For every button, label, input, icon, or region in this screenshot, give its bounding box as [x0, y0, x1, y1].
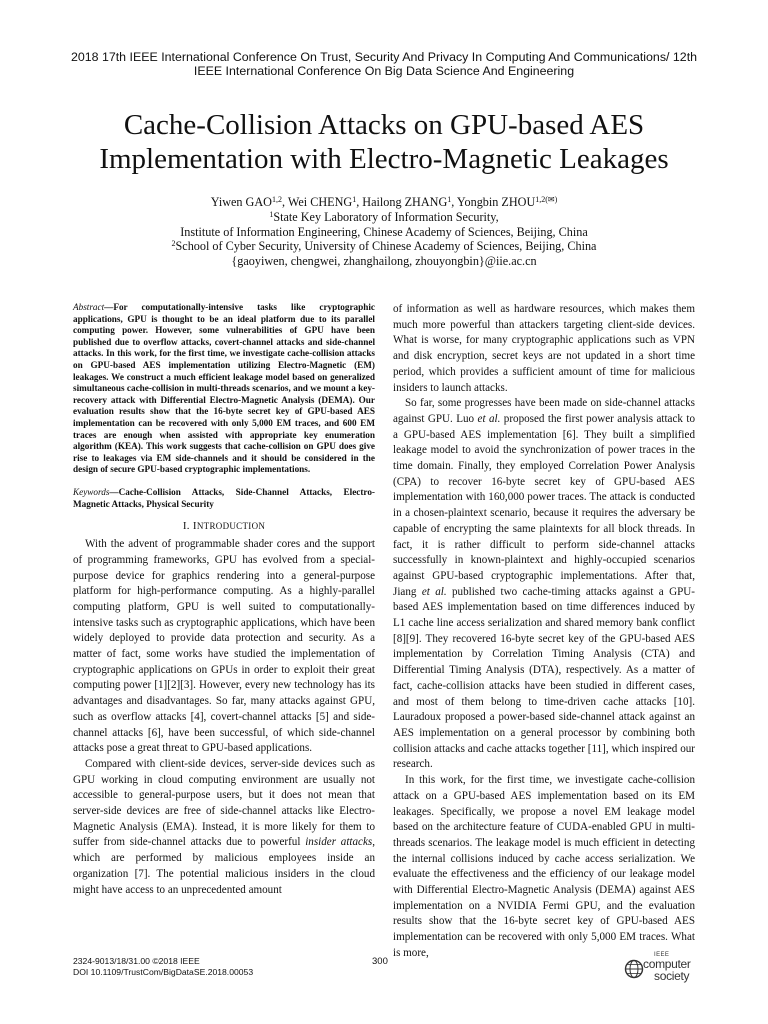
abstract: [73, 302, 375, 476]
author-affil-mark: 1: [352, 195, 357, 204]
affil-number: 2: [171, 239, 176, 249]
section-heading-introduction: [73, 519, 375, 533]
abstract-label: Abstract: [73, 302, 105, 312]
section-title-initial: I: [192, 520, 197, 533]
body-paragraph: of information as well as hardware resources, which makes them much more powerful than attackers targeting client-side devices. What is worse, for many cryptographic applications such as VPN and disk encryption, secret keys are not updated in a short time period, which provides a sufficient amount of time for malicious insiders to launch attacks.: [393, 303, 695, 394]
doi-line: DOI 10.1109/TrustCom/BigDataSE.2018.00053: [73, 966, 254, 977]
text-run: , which are performed by malicious employees inside an organization [7]. The potential malicious insiders in the cloud might have access to an unprecedented amount: [73, 836, 375, 896]
author-name: Wei CHENG: [287, 195, 353, 209]
text-run: Compared with client-side devices, server-side devices such as GPU working in cloud computing environment are usually not accessible to general-purpose users, but it does not mean that server-side devices are free of side-channel attacks like Electro-Magnetic Analysis (EMA). Instead, it is more likely for them to suffer from side-channel attacks due to powerful: [73, 757, 375, 849]
author-affil-mark: 1,2(✉): [535, 195, 558, 204]
computer-society-logo: [624, 952, 704, 984]
emphasis-text: et al.: [421, 585, 447, 598]
affiliation-1-name: State Key Laboratory of Information Security,: [273, 209, 499, 224]
body-paragraph: With the advent of programmable shader cores and the support of programming frameworks, GPU has evolved from a special-purpose device for graphics rendering into a general-purpose platform for high-performance computing. As a highly-parallel computing platform, GPU is well suited to computationally-intensive tasks such as cryptographic applications, which have been widely deployed to provide data protection and security. As a matter of fact, some works have studied the implementation of cryptographic applications on GPUs in order to exploit their great computing power [1][2][3]. However, every new technology has its advantages and disadvantages. So far, many attacks against GPU, such as overflow attacks [4], covert-channel attacks [5] and side-channel attacks [6], have been successful, of which side-channel attacks pose a great threat to GPU-based applications.: [73, 538, 375, 755]
body-paragraph: [393, 396, 695, 773]
affiliation-1-institute: Institute of Information Engineering, Chinese Academy of Sciences, Beijing, China: [180, 224, 588, 239]
logo-computer-text: computer: [643, 957, 691, 971]
author-block: [40, 195, 728, 269]
author-affil-mark: 1,2: [271, 195, 282, 204]
author-name: Yiwen GAO: [210, 195, 272, 209]
logo-ieee-text: IEEE: [654, 952, 670, 958]
paper-title: [40, 108, 728, 176]
author-names: Yiwen GAO$^{1,2}$, Wei CHENG$^1$, Hailong ZHANG$^1$, Yongbin $ZHOU^{1,2(✉)}$: [210, 195, 558, 209]
body-paragraph: [73, 757, 375, 898]
text-run: So far, some progresses have been made on side-channel attacks against GPU. Luo: [393, 397, 695, 425]
emphasis-text: et al.: [477, 412, 501, 425]
globe-icon: [624, 959, 644, 979]
author-name: Yongbin ZHOU: [456, 195, 536, 209]
author-emails: {gaoyiwen, chengwei, zhanghailong, zhouyongbin}@iie.ac.cn: [231, 254, 537, 269]
copyright-footer: [73, 956, 253, 977]
title-line-1: Cache-Collision Attacks on GPU-based AES: [123, 109, 645, 141]
keywords-label: Keywords: [73, 486, 110, 497]
right-column: [393, 302, 695, 962]
body-paragraph: In this work, for the first time, we investigate cache-collision attack on a GPU-based AES implementation based on its EM leakages. Specifically, we propose a novel EM leakage model based on the architecture feature of CUDA-enabled GPU in multi-threads scenarios. The leakage model is much efficient in detecting the internal collisions induced by cache access serialization. We evaluate the effectiveness and the efficiency of our leakage model with Differential Electro-Magnetic Analysis (DEMA) against AES implementation on a NVIDIA Fermi GPU, and the evaluation results show that the 16-byte secret key of GPU-based AES implementation can be recovered with only 5,000 EM traces. What is more,: [393, 774, 695, 959]
logo-society-text: society: [654, 969, 690, 983]
page-number: 300: [372, 956, 388, 967]
conference-line-2: IEEE International Conference On Big Data Science And Engineering: [193, 64, 575, 78]
index-terms: [73, 487, 375, 510]
conference-header: [40, 50, 728, 78]
author-affil-mark: 1: [447, 195, 452, 204]
text-run: proposed the first power analysis attack to a GPU-based AES implementation [6]. They built a simplified leakage model to avoid the synchronization of power traces in the time domain. Finally, they employed Correlation Power Analysis (CPA) to recover 16-byte secret key of GPU-based AES implementation with 160,000 power traces. The attack is conducted in a chosen-plaintext scenario, because it requires the adversary be capable of encrypting the same plaintexts for all block threads. In fact, it is rather difficult to perform side-channel attacks successfully in known-plaintext and highly-occupied scenarios against GPU-based cryptographic implementations. After that, Jiang: [393, 412, 695, 598]
emphasis-text: insider attacks: [305, 836, 373, 849]
affil-number: 1: [269, 209, 274, 219]
conference-line-1: 2018 17th IEEE International Conference On Trust, Security And Privacy In Computing And Communications/ 12th: [70, 50, 698, 64]
section-title-rest: NTRODUCTION: [196, 521, 266, 532]
abstract-text: —For computationally-intensive tasks like cryptographic applications, GPU is thought to be an ideal platform due to its parallel computing power. However, some vulnerabilities of GPU have been published due to overflow attacks, covert-channel attacks and side-channel attacks. In this work, for the first time, we investigate cache-collision attacks on GPU-based AES implementation utilizing Electro-Magnetic (EM) leakages. We construct a much efficient leakage model based on generalized simultaneous cache-collision in multi-threads scenarios, and we mount a key-recovery attack with Differential Electro-Magnetic Analysis (DEMA). Our evaluation results show that the 16-byte secret key of GPU-based AES implementation can be recovered with only 5,000 EM traces, and 600 EM traces are enough when assisted with appropriate key enumeration algorithm (KEA). This work suggests that cache-collision on GPU does give rise to leakages via EM side-channels and it should be considered in the design of secure GPU-based cryptographic implementations.: [73, 302, 375, 475]
issn-line: 2324-9013/18/31.00 ©2018 IEEE: [73, 956, 200, 966]
author-name: Hailong ZHANG: [362, 195, 448, 209]
text-run: published two cache-timing attacks against a GPU-based AES implementation based on time differences induced by L1 cache line access serialization and shared memory bank conflict [8][9]. They recovered 16-byte secret key of the GPU-based AES implementation by Correlation Timing Analysis (CTA) and Differential Timing Analysis (DTA), respectively. As a matter of fact, cache-collision attacks have been studied in different cases, and most of them belong to time-driven cache attacks [10]. Lauradoux proposed a power-based side-channel attack against an AES implementation on a general processor by combining both collision attacks and cache attacks together [11], which inspired our research.: [393, 585, 695, 771]
affiliation-2: [40, 239, 728, 254]
keywords-text: —Cache-Collision Attacks, Side-Channel Attacks, Electro-Magnetic Attacks, Physical Security: [73, 486, 375, 509]
left-column: [73, 302, 375, 898]
affiliation-1: [40, 210, 728, 225]
section-numeral: I.: [182, 520, 193, 533]
affiliation-2-name: School of Cyber Security, University of Chinese Academy of Sciences, Beijing, China: [175, 239, 597, 254]
title-line-2: Implementation with Electro-Magnetic Leakages: [99, 143, 669, 175]
